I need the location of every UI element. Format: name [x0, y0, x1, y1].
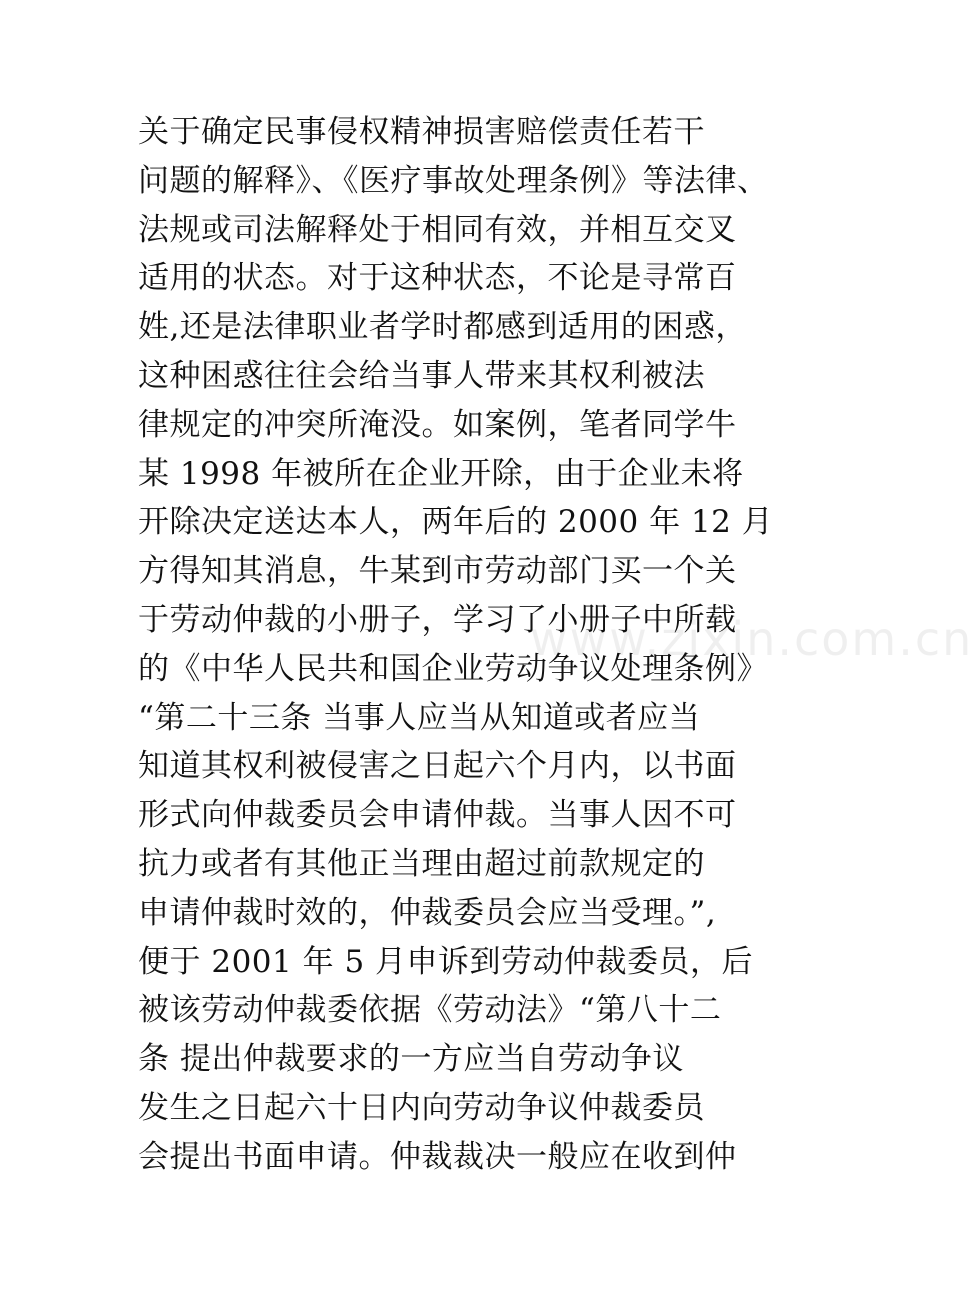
- text-line: 姓,还是法律职业者学时都感到适用的困惑，: [138, 309, 747, 346]
- text-line: 便于 2001 年 5 月申诉到劳动仲裁委员，后: [138, 943, 754, 980]
- text-line: 条 提出仲裁要求的一方应当自劳动争议: [138, 1041, 684, 1078]
- text-line: 抗力或者有其他正当理由超过前款规定的: [138, 845, 705, 882]
- text-line: 法规或司法解释处于相同有效，并相互交叉: [138, 211, 737, 248]
- watermark: www.zixin.com.cn: [530, 612, 973, 666]
- text-line: 的《中华人民共和国企业劳动争议处理条例》: [138, 650, 768, 687]
- body-text: [138, 108, 838, 1182]
- text-line: 方得知其消息，牛某到市劳动部门买一个关: [138, 553, 737, 590]
- text-line: “第二十三条 当事人应当从知道或者应当: [138, 699, 701, 736]
- text-line: 被该劳动仲裁委依据《劳动法》“第八十二: [138, 992, 722, 1029]
- text-line: 关于确定民事侵权精神损害赔偿责任若干: [138, 114, 705, 150]
- text-line: 申请仲裁时效的，仲裁委员会应当受理。”,: [138, 894, 717, 931]
- text-line: 问题的解释》、《医疗事故处理条例》等法律、: [138, 162, 769, 199]
- text-line: 适用的状态。对于这种状态，不论是寻常百: [138, 260, 737, 297]
- text-line: 形式向仲裁委员会申请仲裁。当事人因不可: [138, 797, 737, 834]
- text-line: 会提出书面申请。仲裁裁决一般应在收到仲: [138, 1138, 737, 1175]
- text-line: 知道其权利被侵害之日起六个月内，以书面: [138, 748, 737, 785]
- text-line: 律规定的冲突所淹没。如案例，笔者同学牛: [138, 406, 737, 443]
- text-line: 于劳动仲裁的小册子，学习了小册子中所载: [138, 601, 737, 638]
- text-line: 发生之日起六十日内向劳动争议仲裁委员: [138, 1089, 705, 1126]
- text-line: 开除决定送达本人，两年后的 2000 年 12 月: [138, 504, 774, 541]
- text-line: 这种困惑往往会给当事人带来其权利被法: [138, 357, 705, 394]
- text-line: 某 1998 年被所在企业开除，由于企业未将: [138, 455, 744, 492]
